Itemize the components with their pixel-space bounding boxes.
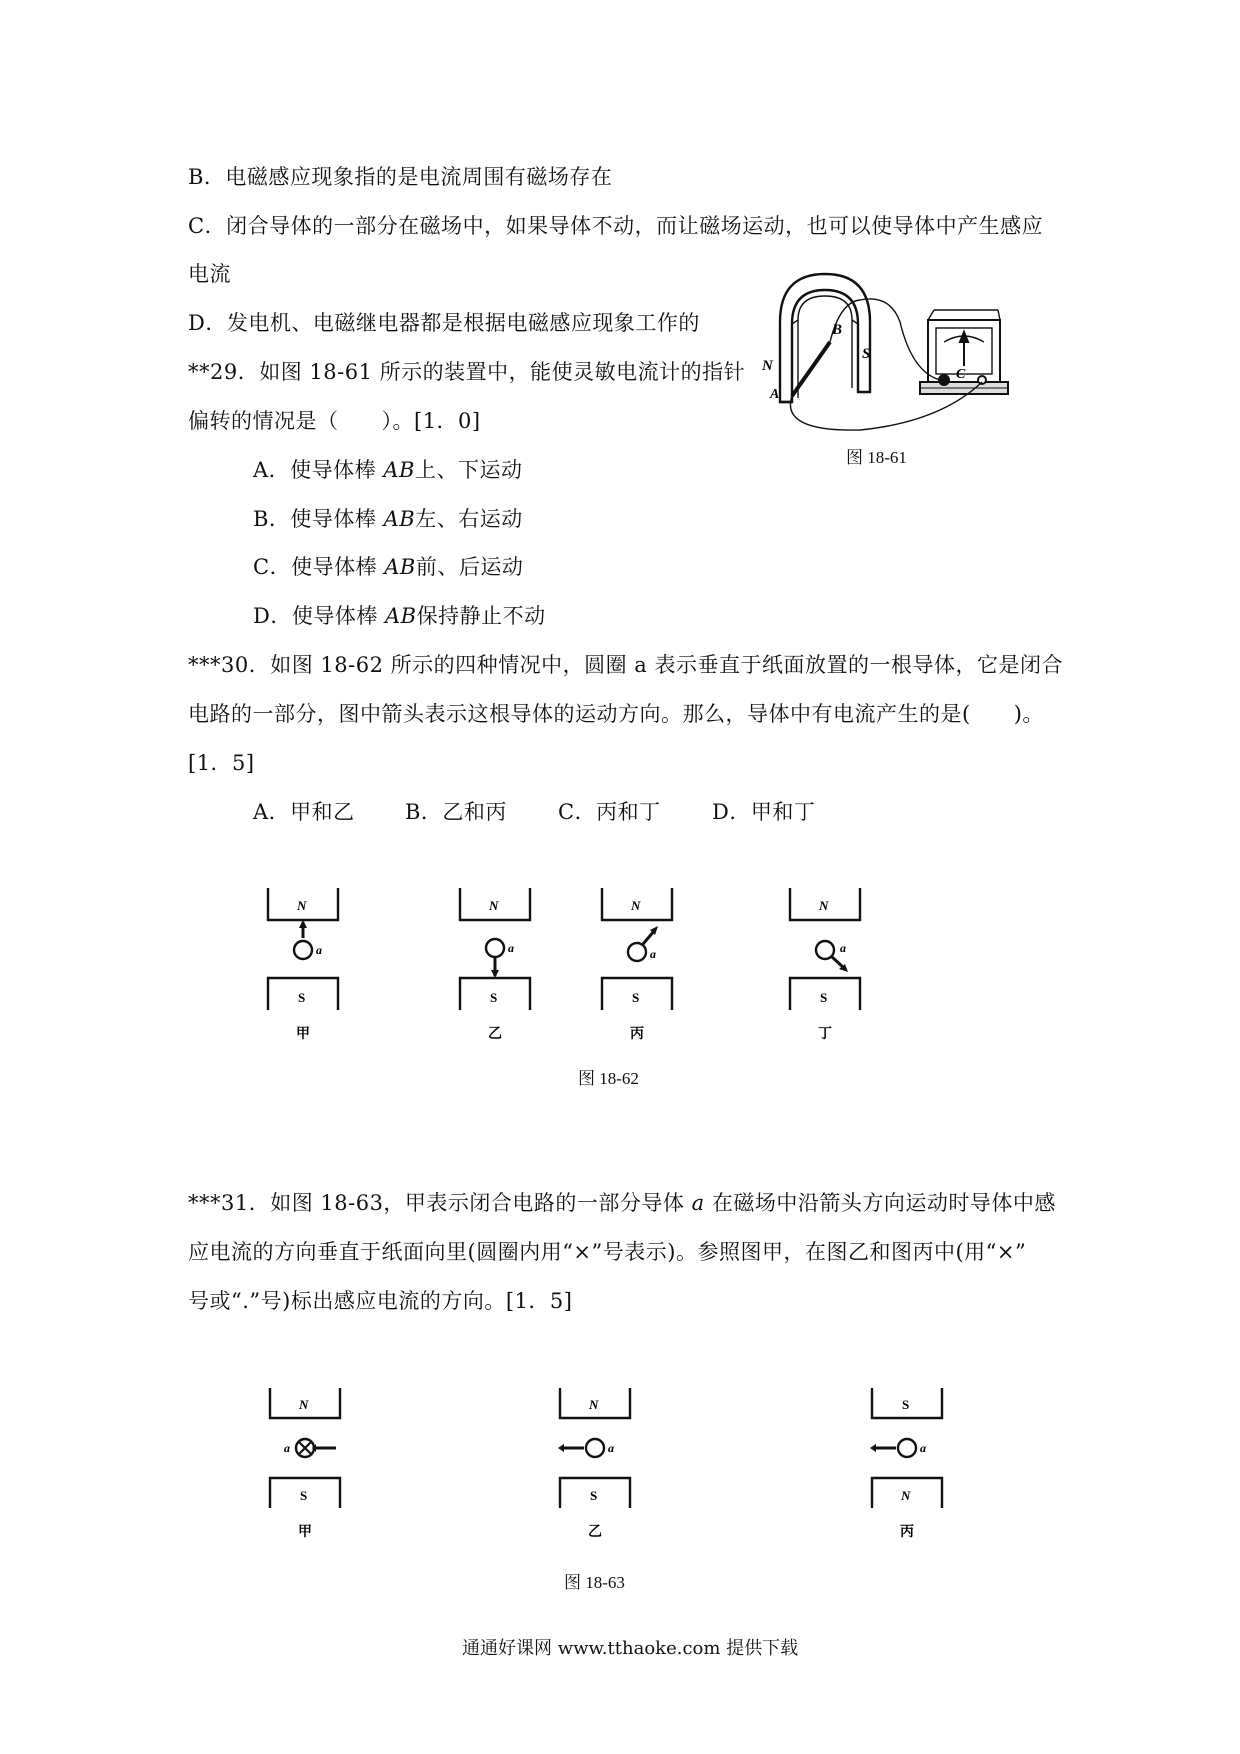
panel-jia bbox=[268, 888, 338, 1042]
pole-n-label: N bbox=[631, 898, 641, 913]
pole-n-label: N bbox=[299, 1397, 309, 1412]
figure-18-61 bbox=[750, 262, 1020, 462]
pole-s-label: S bbox=[902, 1397, 910, 1412]
figure-18-63 bbox=[250, 1380, 970, 1560]
q31-stem-line2: 应电流的方向垂直于纸面向里(圆圈内用“×”号表示)。参照图甲，在图乙和图丙中(用“×” bbox=[188, 1240, 1027, 1264]
panel-name: 乙 bbox=[488, 1027, 502, 1042]
galvanometer-c-label: C bbox=[956, 367, 966, 382]
panel-bing bbox=[870, 1388, 942, 1540]
conductor-circle bbox=[294, 941, 312, 959]
q31-stem-line1: ***31．如图 18-63，甲表示闭合电路的一部分导体 a 在磁场中沿箭头方向运动时导体中感 bbox=[188, 1191, 1056, 1215]
panel-bing bbox=[602, 888, 672, 1042]
panel-name: 丁 bbox=[818, 1027, 832, 1042]
panel-yi bbox=[558, 1388, 630, 1540]
q30-stem-line3: [1．5] bbox=[188, 751, 255, 775]
conductor-a-label: a bbox=[840, 941, 846, 955]
page-footer: 通通好课网 www.tthaoke.com 提供下载 bbox=[462, 1638, 799, 1659]
q28-option-d: D．发电机、电磁继电器都是根据电磁感应现象工作的 bbox=[188, 311, 700, 335]
conductor-a-label: a bbox=[284, 1441, 290, 1455]
conductor-circle bbox=[816, 941, 834, 959]
q29-option-a: A．使导体棒 AB上、下运动 bbox=[253, 458, 523, 482]
motion-arrow bbox=[831, 956, 844, 968]
figure-18-61-caption: 图 18-61 bbox=[846, 448, 907, 467]
pole-s-label: S bbox=[590, 1488, 598, 1503]
figure-18-63-caption: 图 18-63 bbox=[564, 1573, 625, 1592]
pole-n-label: N bbox=[589, 1397, 599, 1412]
panel-ding bbox=[790, 888, 860, 1042]
conductor-a-label: a bbox=[650, 947, 656, 961]
pole-n-label: N bbox=[489, 898, 499, 913]
q29-stem-line2: 偏转的情况是（ ）。[1．0] bbox=[188, 409, 481, 433]
conductor-a-label: a bbox=[920, 1441, 926, 1455]
q29-option-d: D．使导体棒 AB保持静止不动 bbox=[253, 604, 546, 628]
pole-s-label: S bbox=[632, 990, 640, 1005]
q30-option-c: C．丙和丁 bbox=[558, 800, 661, 824]
pole-s-label: S bbox=[300, 1488, 308, 1503]
conductor-circle bbox=[898, 1439, 916, 1457]
q28-option-b: B．电磁感应现象指的是电流周围有磁场存在 bbox=[188, 165, 613, 189]
rod-b-label: B bbox=[832, 322, 843, 338]
panel-yi bbox=[460, 888, 530, 1042]
panel-name: 丙 bbox=[900, 1525, 914, 1540]
pole-n-label: N bbox=[819, 898, 829, 913]
conductor-a-label: a bbox=[316, 943, 322, 957]
panel-jia bbox=[270, 1388, 340, 1540]
horseshoe-magnet bbox=[780, 274, 870, 402]
pole-s-label: S bbox=[298, 990, 306, 1005]
panel-name: 甲 bbox=[296, 1027, 310, 1042]
conductor-circle bbox=[628, 943, 646, 961]
rod-a-label: A bbox=[770, 387, 780, 402]
conductor-circle bbox=[486, 939, 504, 957]
conductor-a-label: a bbox=[508, 941, 514, 955]
q30-option-d: D．甲和丁 bbox=[712, 800, 816, 824]
panel-name: 乙 bbox=[588, 1525, 602, 1540]
conductor-a-label: a bbox=[608, 1441, 614, 1455]
q30-stem-line2: 电路的一部分，图中箭头表示这根导体的运动方向。那么，导体中有电流产生的是( )。 bbox=[188, 702, 1044, 726]
panel-name: 甲 bbox=[298, 1525, 312, 1540]
figure-18-62-caption: 图 18-62 bbox=[578, 1069, 639, 1088]
q28-option-c-line1: C．闭合导体的一部分在磁场中，如果导体不动，而让磁场运动，也可以使导体中产生感应 bbox=[188, 214, 1044, 238]
panel-name: 丙 bbox=[630, 1027, 644, 1042]
figure-18-62 bbox=[240, 880, 960, 1060]
q29-option-b: B．使导体棒 AB左、右运动 bbox=[253, 507, 523, 531]
pole-s-label: S bbox=[820, 990, 828, 1005]
q30-option-a: A．甲和乙 bbox=[253, 800, 355, 824]
pole-n-label: N bbox=[297, 898, 307, 913]
magnet-n-label: N bbox=[762, 358, 773, 374]
pole-s-label: S bbox=[490, 990, 498, 1005]
q28-option-c-line2: 电流 bbox=[188, 262, 231, 286]
q29-stem-line1: **29．如图 18-61 所示的装置中，能使灵敏电流计的指针 bbox=[188, 360, 746, 384]
conductor-circle bbox=[586, 1439, 604, 1457]
q30-option-b: B．乙和丙 bbox=[405, 800, 507, 824]
q30-stem-line1: ***30．如图 18-62 所示的四种情况中，圆圈 a 表示垂直于纸面放置的一根导体，它是闭合 bbox=[188, 653, 1063, 677]
q31-stem-line3: 号或“.”号)标出感应电流的方向。[1．5] bbox=[188, 1289, 573, 1313]
magnet-s-label: S bbox=[862, 346, 871, 362]
q29-option-c: C．使导体棒 AB前、后运动 bbox=[253, 555, 524, 579]
pole-n-label: N bbox=[901, 1488, 911, 1503]
